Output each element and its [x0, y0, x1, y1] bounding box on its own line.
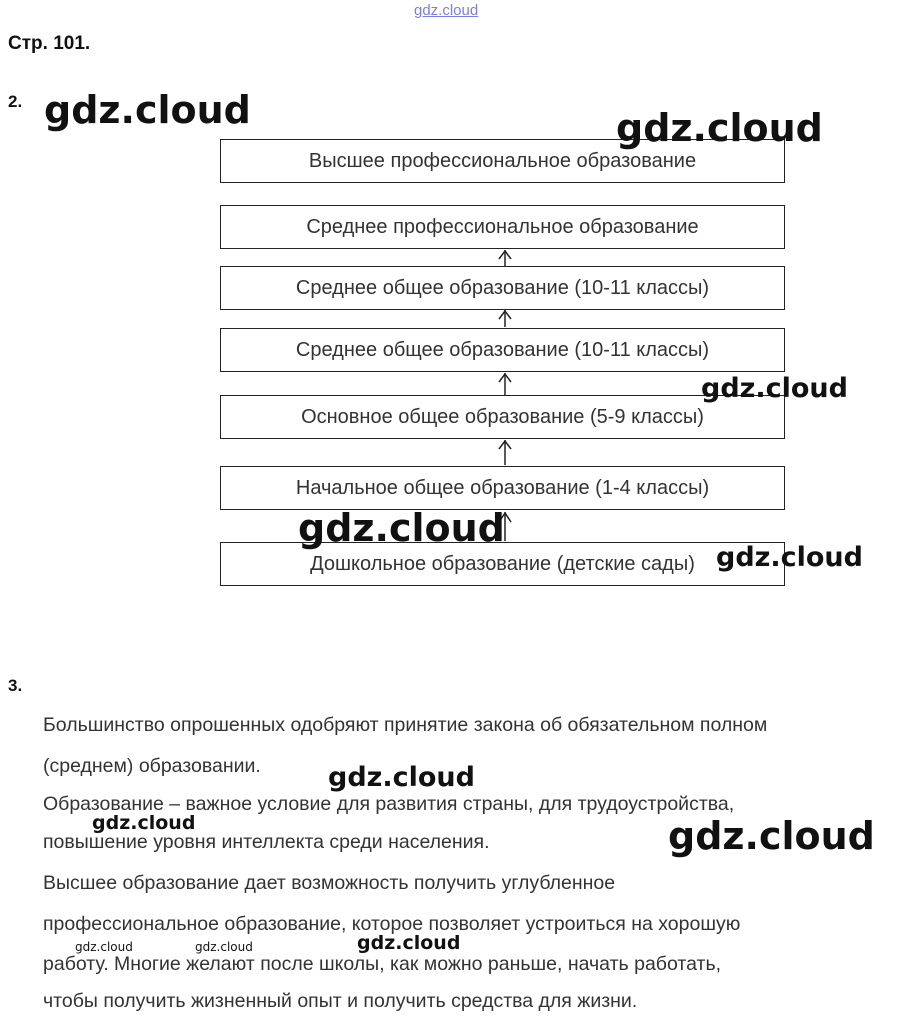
watermark: gdz.cloud: [195, 940, 253, 954]
answer-line: работу. Многие желают после школы, как можно раньше, начать работать,: [43, 953, 722, 975]
level-label: Среднее профессиональное образование: [306, 215, 699, 238]
watermark: gdz.cloud: [616, 106, 823, 150]
level-box-secondary-professional: [220, 205, 785, 249]
arrow-icon: [499, 310, 511, 327]
page-reference: Стр. 101.: [8, 33, 91, 54]
task-3-number: 3.: [8, 676, 23, 695]
answer-line: профессиональное образование, которое позволяет устроиться на хорошую: [43, 913, 741, 935]
level-box-secondary-general-1: [220, 266, 785, 310]
level-label: Среднее общее образование (10-11 классы): [295, 338, 710, 361]
watermark: gdz.cloud: [328, 762, 475, 793]
watermark: gdz.cloud: [44, 88, 251, 132]
answer-line: (среднем) образовании.: [43, 755, 261, 777]
level-label: Основное общее образование (5-9 классы): [301, 405, 704, 428]
watermark: gdz.cloud: [716, 542, 863, 573]
answer-line: Высшее образование дает возможность получить углубленное: [43, 872, 616, 894]
watermark: gdz.cloud: [75, 940, 133, 954]
arrow-icon: [499, 373, 511, 395]
answer-line: чтобы получить жизненный опыт и получить средства для жизни.: [43, 990, 638, 1012]
arrow-icon: [499, 250, 511, 266]
answer-line: повышение уровня интеллекта среди населения.: [43, 831, 490, 853]
site-link[interactable]: gdz.cloud: [414, 2, 479, 19]
watermark: gdz.cloud: [92, 812, 196, 834]
task-2-number: 2.: [8, 92, 23, 111]
answer-line: Большинство опрошенных одобряют принятие закона об обязательном полном: [43, 714, 768, 736]
watermark: gdz.cloud: [357, 932, 461, 954]
watermark: gdz.cloud: [701, 373, 848, 404]
level-label: Начальное общее образование (1-4 классы): [295, 476, 710, 499]
answer-line: Образование – важное условие для развития страны, для трудоустройства,: [43, 793, 735, 815]
arrow-icon: [499, 440, 511, 465]
level-box-primary-general: [220, 466, 785, 510]
level-label: Среднее общее образование (10-11 классы): [295, 276, 710, 299]
watermark: gdz.cloud: [668, 814, 875, 858]
watermark: gdz.cloud: [298, 506, 505, 550]
level-box-secondary-general-2: [220, 328, 785, 372]
level-label: Дошкольное образование (детские сады): [310, 552, 695, 575]
level-label: Высшее профессиональное образование: [308, 149, 697, 172]
